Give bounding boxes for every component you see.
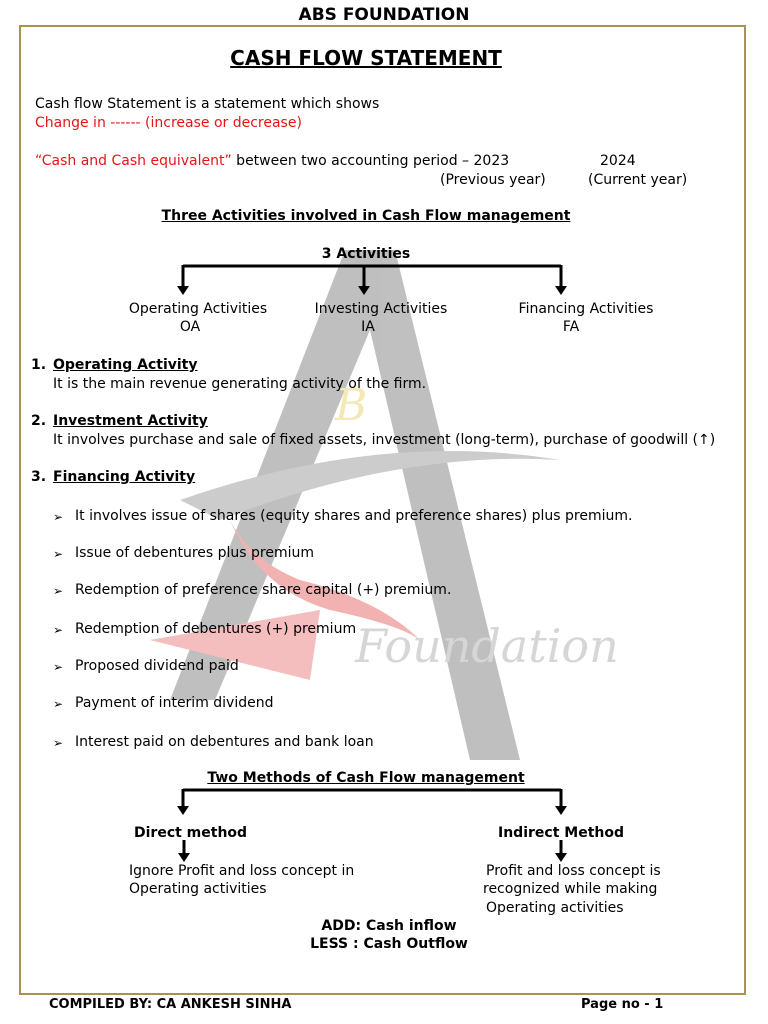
- less-cash-outflow: LESS : Cash Outflow: [310, 936, 468, 952]
- bullet-arrow-icon: ➢: [53, 697, 64, 711]
- indirect-method-title: Indirect Method: [498, 825, 624, 841]
- financing-bullet-6: Payment of interim dividend: [75, 695, 274, 711]
- financing-bullet-7: Interest paid on debentures and bank loan: [75, 734, 374, 750]
- label-previous-year: (Previous year): [440, 172, 546, 188]
- activity-investing: Investing Activities: [314, 301, 448, 317]
- financing-bullet-1: It involves issue of shares (equity shares and preference shares) plus premium.: [75, 508, 633, 524]
- label-current-year: (Current year): [588, 172, 688, 188]
- section-2-text: It involves purchase and sale of fixed assets, investment (long-term), purchase of goodwill (↑): [53, 432, 716, 448]
- direct-method-title: Direct method: [134, 825, 248, 841]
- watermark-foundation-word: Foundation: [355, 619, 619, 673]
- financing-bullet-3: Redemption of preference share capital (+) premium.: [75, 582, 452, 598]
- activities-heading: Three Activities involved in Cash Flow management: [161, 208, 571, 224]
- financing-bullet-4: Redemption of debentures (+) premium: [75, 621, 357, 637]
- section-3-title: Financing Activity: [53, 469, 196, 485]
- accounting-period-text: between two accounting period – 2023: [231, 153, 510, 169]
- direct-method-line-2: Operating activities: [129, 881, 267, 897]
- intro-line-1: Cash flow Statement is a statement which shows: [35, 96, 380, 112]
- section-3-number: 3.: [31, 469, 47, 485]
- financing-bullet-2: Issue of debentures plus premium: [75, 545, 315, 561]
- watermark-b-badge: B: [335, 380, 368, 431]
- page-title: CASH FLOW STATEMENT: [230, 46, 502, 70]
- org-header: ABS FOUNDATION: [298, 5, 470, 25]
- cash-equivalent-text: “Cash and Cash equivalent”: [35, 153, 232, 169]
- methods-heading: Two Methods of Cash Flow management: [207, 770, 525, 786]
- financing-bullet-5: Proposed dividend paid: [75, 658, 239, 674]
- footer-page-number: Page no - 1: [581, 997, 664, 1012]
- intro-line-2: Change in ------ (increase or decrease): [35, 115, 302, 131]
- activity-operating: Operating Activities: [128, 301, 268, 317]
- indirect-method-line-2: recognized while making: [483, 881, 658, 897]
- indirect-method-line-3: Operating activities: [486, 900, 624, 916]
- bullet-arrow-icon: ➢: [53, 623, 64, 637]
- bullet-arrow-icon: ➢: [53, 584, 64, 598]
- section-2-number: 2.: [31, 413, 47, 429]
- section-1-number: 1.: [31, 357, 47, 373]
- footer-compiled-by: COMPILED BY: CA ANKESH SINHA: [49, 997, 292, 1012]
- bullet-arrow-icon: ➢: [53, 510, 64, 524]
- indirect-method-line-1: Profit and loss concept is: [486, 863, 661, 879]
- year-current: 2024: [600, 153, 636, 169]
- activity-financing: Financing Activities: [518, 301, 654, 317]
- activities-tree-label: 3 Activities: [321, 246, 411, 262]
- bullet-arrow-icon: ➢: [53, 736, 64, 750]
- section-2-title: Investment Activity: [53, 413, 208, 429]
- bullet-arrow-icon: ➢: [53, 660, 64, 674]
- add-cash-inflow: ADD: Cash inflow: [321, 918, 457, 934]
- section-1-title: Operating Activity: [53, 357, 198, 373]
- section-1-text: It is the main revenue generating activity of the firm.: [53, 376, 427, 392]
- activity-operating-abbr: OA: [179, 319, 201, 335]
- activity-investing-abbr: IA: [361, 319, 375, 335]
- activity-financing-abbr: FA: [562, 319, 580, 335]
- direct-method-line-1: Ignore Profit and loss concept in: [129, 863, 355, 879]
- bullet-arrow-icon: ➢: [53, 547, 64, 561]
